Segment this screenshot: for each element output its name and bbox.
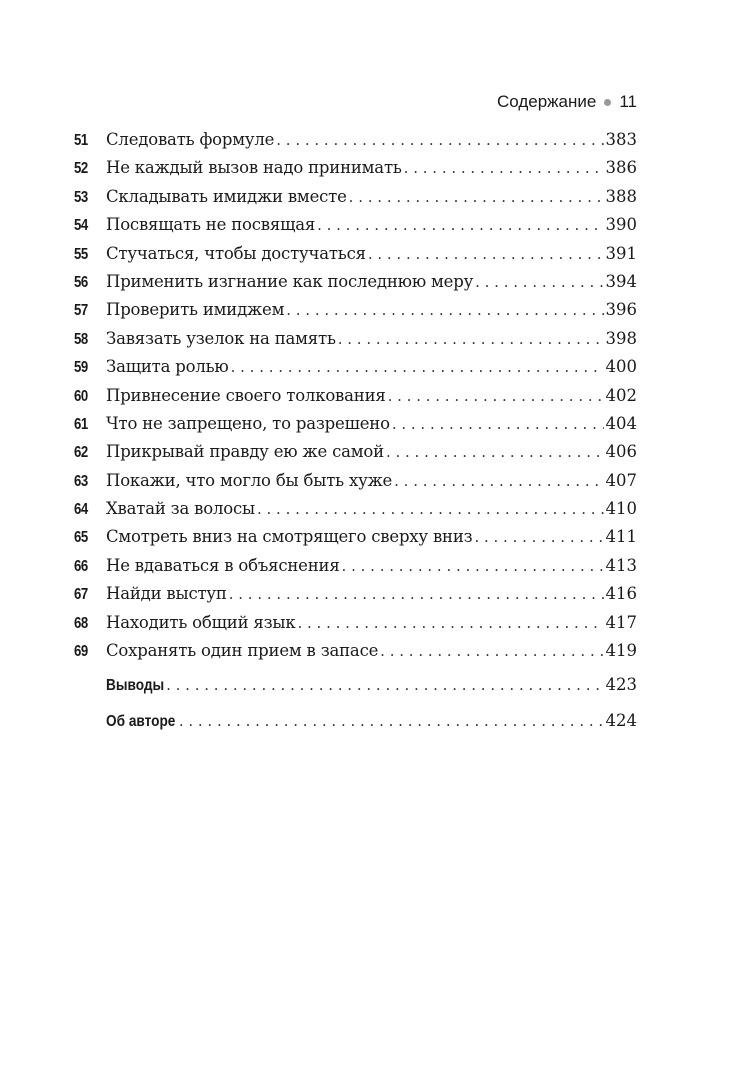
entry-title: Смотреть вниз на смотрящего сверху вниз bbox=[106, 527, 473, 547]
entry-page: 410 bbox=[605, 499, 637, 519]
entry-page: 388 bbox=[605, 186, 637, 206]
entry-page: 386 bbox=[605, 158, 637, 178]
entry-title: Не каждый вызов надо принимать bbox=[106, 158, 402, 178]
toc-entry-52 bbox=[74, 158, 637, 186]
dot-leader bbox=[297, 614, 603, 632]
toc-entry-68 bbox=[74, 613, 637, 641]
entry-page: 400 bbox=[605, 357, 637, 377]
entry-title: Следовать формуле bbox=[106, 130, 275, 149]
entry-number: 55 bbox=[74, 245, 88, 263]
entry-title: Защита ролью bbox=[106, 357, 229, 377]
toc-entry-59 bbox=[74, 357, 637, 385]
dot-leader bbox=[317, 216, 603, 234]
entry-number: 53 bbox=[74, 188, 88, 206]
entry-page: 416 bbox=[605, 584, 637, 604]
dot-leader bbox=[286, 301, 603, 319]
dot-leader bbox=[229, 585, 604, 603]
dot-leader bbox=[388, 387, 604, 405]
section-title: Содержание bbox=[496, 92, 597, 111]
entry-title: Привнесение своего толкования bbox=[106, 385, 386, 405]
entry-title: Завязать узелок на память bbox=[106, 328, 336, 348]
entry-number: 58 bbox=[74, 330, 88, 348]
entry-page: 383 bbox=[605, 130, 637, 149]
entry-number: 60 bbox=[74, 387, 88, 405]
dot-leader bbox=[368, 245, 604, 263]
toc-extras bbox=[74, 675, 637, 747]
entry-title: Прикрывай правду ею же самой bbox=[106, 442, 384, 462]
toc-entry-64 bbox=[74, 499, 637, 527]
entry-page: 396 bbox=[605, 300, 637, 320]
extra-page: 423 bbox=[605, 675, 637, 695]
entry-title: Стучаться, чтобы достучаться bbox=[106, 243, 366, 263]
toc-extra-entry bbox=[74, 711, 637, 747]
running-header bbox=[497, 92, 637, 112]
entry-title: Проверить имиджем bbox=[106, 300, 285, 320]
entry-number: 68 bbox=[74, 614, 88, 632]
toc-entry-56 bbox=[74, 272, 637, 300]
dot-leader bbox=[392, 415, 604, 433]
entry-number: 69 bbox=[74, 643, 88, 661]
entry-number: 56 bbox=[74, 273, 88, 291]
entry-title: Покажи, что могло бы быть хуже bbox=[106, 470, 393, 490]
entry-number: 51 bbox=[74, 132, 88, 149]
dot-leader bbox=[475, 273, 603, 291]
table-of-contents bbox=[74, 130, 637, 747]
dot-leader bbox=[380, 642, 603, 660]
entry-page: 417 bbox=[605, 612, 637, 632]
toc-entry-57 bbox=[74, 300, 637, 328]
entry-page: 390 bbox=[605, 215, 637, 235]
entry-title: Посвящать не посвящая bbox=[106, 215, 316, 235]
dot-leader bbox=[166, 676, 603, 694]
entry-number: 65 bbox=[74, 529, 88, 547]
dot-leader bbox=[474, 528, 603, 546]
toc-entry-53 bbox=[74, 187, 637, 215]
entry-page: 404 bbox=[605, 413, 637, 433]
entry-number: 57 bbox=[74, 302, 88, 320]
dot-leader bbox=[349, 188, 604, 206]
entry-number: 61 bbox=[74, 415, 88, 433]
entry-number: 59 bbox=[74, 359, 88, 377]
dot-leader bbox=[338, 330, 604, 348]
toc-entry-62 bbox=[74, 442, 637, 470]
entry-title: Сохранять один прием в запасе bbox=[106, 641, 379, 661]
entry-number: 67 bbox=[74, 586, 88, 604]
entry-page: 398 bbox=[605, 328, 637, 348]
extra-title: Выводы bbox=[106, 677, 165, 695]
header-page-number: 11 bbox=[619, 92, 637, 111]
entry-page: 406 bbox=[605, 442, 637, 462]
dot-leader bbox=[257, 500, 604, 518]
dot-leader bbox=[404, 159, 604, 177]
toc-entry-63 bbox=[74, 471, 637, 499]
toc-entry-66 bbox=[74, 556, 637, 584]
dot-leader bbox=[342, 557, 604, 575]
entry-page: 411 bbox=[605, 527, 637, 547]
toc-entry-60 bbox=[74, 386, 637, 414]
entry-title: Что не запрещено, то разрешено bbox=[106, 413, 390, 433]
toc-entry-54 bbox=[74, 215, 637, 243]
entry-page: 413 bbox=[605, 555, 637, 575]
dot-leader bbox=[386, 443, 604, 461]
dot-leader bbox=[276, 131, 603, 149]
entry-number: 52 bbox=[74, 160, 88, 178]
extra-title: Об авторе bbox=[106, 713, 176, 731]
entry-number: 64 bbox=[74, 501, 88, 519]
entry-title: Не вдаваться в объяснения bbox=[106, 555, 340, 575]
entry-page: 391 bbox=[605, 243, 637, 263]
entry-page: 394 bbox=[605, 271, 637, 291]
entry-number: 62 bbox=[74, 444, 88, 462]
entry-title: Находить общий язык bbox=[106, 612, 296, 632]
toc-extra-entry bbox=[74, 675, 637, 711]
toc-entry-69 bbox=[74, 641, 637, 669]
entry-title: Складывать имиджи вместе bbox=[106, 186, 347, 206]
entry-number: 66 bbox=[74, 557, 88, 575]
toc-entries bbox=[74, 130, 637, 669]
entry-title: Хватай за волосы bbox=[106, 499, 255, 519]
toc-entry-51 bbox=[74, 130, 637, 158]
entry-page: 402 bbox=[605, 385, 637, 405]
dot-leader bbox=[394, 472, 603, 490]
extra-page: 424 bbox=[605, 711, 637, 731]
entry-page: 407 bbox=[605, 470, 637, 490]
bullet-separator-icon bbox=[604, 99, 611, 106]
entry-number: 63 bbox=[74, 472, 88, 490]
dot-leader bbox=[231, 358, 604, 376]
entry-title: Применить изгнание как последнюю меру bbox=[106, 271, 474, 291]
toc-entry-55 bbox=[74, 244, 637, 272]
entry-page: 419 bbox=[605, 641, 637, 661]
toc-entry-61 bbox=[74, 414, 637, 442]
dot-leader bbox=[179, 712, 604, 730]
entry-number: 54 bbox=[74, 217, 88, 235]
toc-entry-58 bbox=[74, 329, 637, 357]
entry-title: Найди выступ bbox=[106, 584, 227, 604]
toc-entry-67 bbox=[74, 584, 637, 612]
toc-entry-65 bbox=[74, 527, 637, 555]
